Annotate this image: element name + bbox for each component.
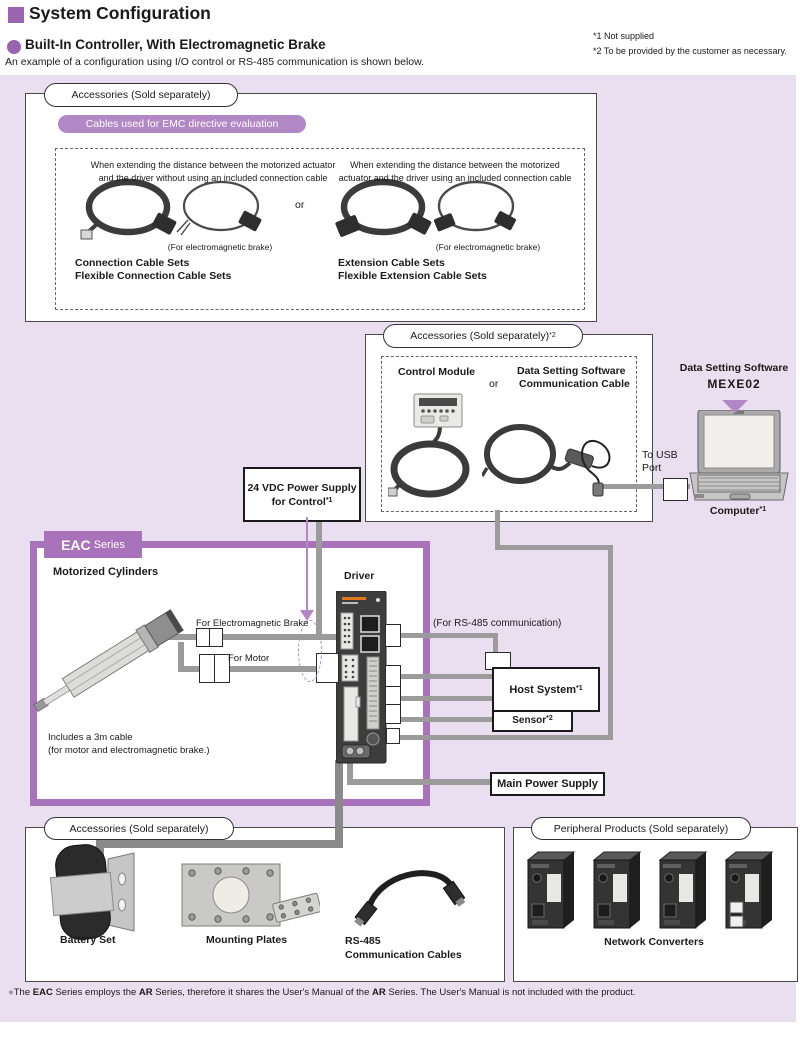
rs485-communication-label: (For RS-485 communication) [433, 618, 562, 629]
footer-pre: The [13, 987, 33, 998]
computer-caption [688, 505, 788, 517]
module-accessories-label: Accessories (Sold separately) *2 [383, 324, 583, 348]
emc-left-caption-line1: When extending the distance between the motorized actuator [90, 160, 336, 170]
extension-cable-image [335, 178, 525, 240]
motor-connector-a [199, 654, 215, 683]
vdc-line1: 24 VDC Power Supply [247, 481, 357, 494]
sensor-sup: *2 [546, 715, 553, 722]
communication-cable-image [482, 420, 614, 500]
vdc-line2 [272, 495, 333, 509]
software-name: MEXE02 [707, 377, 761, 391]
sensor-text-wrap [512, 714, 553, 728]
computer-caption-sup: *1 [759, 506, 767, 513]
connector-highlight-ellipse [298, 620, 322, 682]
footer-note [8, 987, 636, 998]
emc-banner-text: Cables used for EMC directive evaluation [85, 118, 279, 130]
host-system-box [492, 667, 600, 712]
emc-banner [58, 115, 306, 133]
brake-connector-b [209, 628, 223, 647]
sensor-box [492, 710, 573, 732]
laptop-image [686, 410, 792, 505]
driver-connector-2 [385, 665, 401, 688]
footnote-1: *1 Not supplied [593, 31, 655, 41]
battery-set-caption: Battery Set [60, 934, 116, 946]
emc-right-note: (For electromagnetic brake) [435, 242, 541, 252]
io-wire-vertical [608, 545, 613, 740]
usb-port-label-line2: Port [642, 462, 662, 474]
subtitle-bullet-icon [7, 40, 21, 54]
control-module-image [388, 392, 472, 500]
motor-cable-label: For Motor [228, 653, 270, 664]
vdc-line2-text: for Control [271, 495, 326, 508]
brake-connector-a [196, 628, 210, 647]
usb-port-label [642, 449, 678, 475]
emc-left-caption-line2: and the driver without using an included connection cable [98, 173, 328, 183]
eac-series-label [44, 531, 142, 558]
emc-right-caption-line1: When extending the distance between the motorized [350, 160, 560, 170]
included-cable-note-line2: (for motor and electromagnetic brake.) [48, 745, 210, 756]
vdc-guide-line [306, 517, 308, 611]
footer-post: Series. The User's Manual is not included with the product. [385, 987, 636, 998]
included-cable-note [48, 731, 210, 757]
driver-image [336, 591, 388, 765]
footer-bullet-icon: ● [8, 987, 14, 998]
usb-port-label-line1: To USB [642, 449, 678, 461]
battery-set-image [50, 843, 140, 945]
module-accessories-label-text: Accessories (Sold separately) [410, 330, 550, 342]
battery-wire-vertical [335, 760, 343, 846]
brake-cable-label: For Electromagnetic Brake [196, 618, 309, 629]
host-system-sup: *1 [576, 684, 583, 692]
main-power-supply-text: Main Power Supply [497, 778, 598, 790]
rs485-wire-vertical [493, 633, 498, 654]
mounting-plates-caption: Mounting Plates [206, 934, 288, 946]
module-wire [495, 510, 500, 550]
bottom-accessories-label [44, 817, 234, 840]
bottom-accessories-label-text: Accessories (Sold separately) [69, 822, 209, 835]
emc-left-caption [62, 159, 364, 185]
usb-connector [663, 478, 688, 501]
motorized-cylinder-image [22, 590, 202, 720]
emc-right-caption-line2: actuator and the driver using an included connection cable [338, 173, 572, 183]
network-converters-image [524, 850, 786, 934]
emc-left-name1: Connection Cable Sets [75, 257, 190, 269]
mounting-plates-image [180, 858, 320, 934]
eac-series-label-rest: Series [90, 538, 125, 551]
included-cable-note-line1: Includes a 3m cable [48, 732, 133, 743]
emc-right-name2: Flexible Extension Cable Sets [338, 270, 487, 282]
data-setting-software-label: Data Setting Software [679, 362, 789, 374]
motorized-cylinders-label: Motorized Cylinders [53, 566, 159, 578]
host-system-text: Host System [509, 683, 576, 696]
host-system-text-wrap [509, 683, 582, 697]
rs485-cable-image [352, 855, 470, 931]
io-wire [397, 735, 613, 740]
emc-left-name2: Flexible Connection Cable Sets [75, 270, 232, 282]
emc-right-caption [330, 159, 580, 185]
rs485-cables-caption-line1: RS-485 [345, 935, 381, 947]
vdc-sup: *1 [325, 496, 333, 504]
section-subtitle: Built-In Controller, With Electromagnetic Brake [25, 37, 326, 52]
emc-accessories-label [44, 83, 238, 107]
connection-cable-image [80, 178, 270, 240]
emc-or-text: or [295, 199, 305, 211]
vdc-power-supply-box [243, 467, 361, 522]
control-module-label: Control Module [398, 366, 475, 378]
comm-cable-label-line2: Communication Cable [519, 378, 630, 390]
page-title: System Configuration [29, 3, 211, 23]
io-wire-top [497, 545, 613, 550]
footer-mid2: Series, therefore it shares the User's Manual of the [152, 987, 373, 998]
emc-right-name1: Extension Cable Sets [338, 257, 445, 269]
footer-ar-bold-1: AR [138, 987, 153, 998]
sensor-text: Sensor [512, 715, 547, 726]
emc-accessories-label-text: Accessories (Sold separately) [71, 89, 211, 101]
driver-connector-5 [386, 728, 400, 744]
rs485-cables-caption-line2: Communication Cables [345, 949, 462, 961]
main-power-wire [347, 779, 492, 785]
peripheral-products-label [531, 817, 751, 840]
rs485-cables-caption [345, 934, 462, 962]
eac-series-label-bold: EAC [61, 536, 91, 553]
emc-left-note: (For electromagnetic brake) [167, 242, 273, 252]
host-wire-1 [398, 674, 492, 679]
footer-mid1: Series employs the [52, 987, 139, 998]
module-or-text: or [489, 378, 499, 390]
host-wire-2 [398, 696, 492, 701]
software-arrow-icon [722, 400, 748, 413]
driver-label: Driver [344, 570, 375, 582]
rs485-wire [398, 633, 498, 638]
driver-connector-4 [385, 704, 401, 724]
sensor-wire [398, 717, 492, 722]
vdc-wire [316, 517, 322, 638]
comm-cable-label-line1: Data Setting Software [517, 365, 626, 377]
network-converters-caption: Network Converters [604, 936, 704, 948]
peripheral-products-label-text: Peripheral Products (Sold separately) [553, 822, 729, 835]
driver-connector-1 [385, 624, 401, 647]
computer-caption-text: Computer [709, 505, 760, 517]
footer-eac-bold: EAC [32, 987, 53, 998]
main-power-supply-box [490, 772, 605, 796]
footer-ar-bold-2: AR [372, 987, 386, 998]
title-square-icon [8, 7, 24, 23]
footnote-2: *2 To be provided by the customer as necessary. [593, 46, 787, 56]
section-description: An example of a configuration using I/O control or RS-485 communication is shown below. [5, 56, 425, 68]
